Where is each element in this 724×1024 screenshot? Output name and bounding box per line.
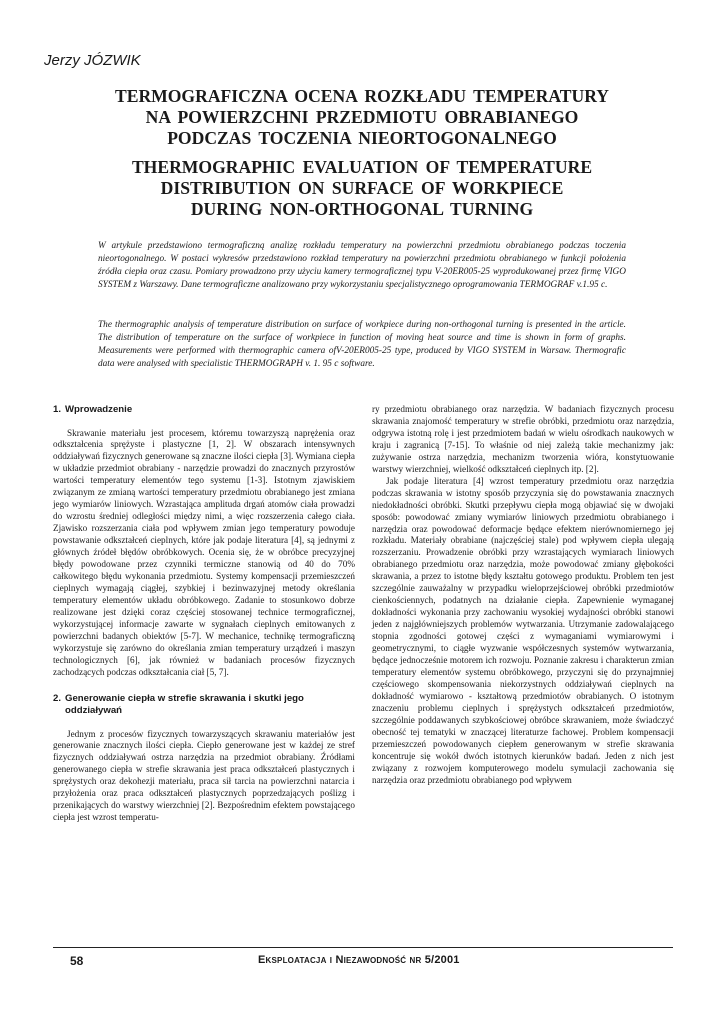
- title-en-line: DURING NON-ORTHOGONAL TURNING: [190, 199, 534, 219]
- right-column: [372, 404, 674, 787]
- title-polish: [70, 86, 654, 149]
- section-1-paragraph: Skrawanie materiału jest procesem, któremu towarzyszą naprężenia oraz odkształcenia sprężyste i plastyczne [1, 2]. W obszarach intensywnych oddziaływań fizycznych generowane są znaczne ilości ciepła [3]. Wymiana ciepła w układzie przedmiot obrabiany - narzędzie prowadzi do znacznych przyrostów wartości temperatury elementów tego systemu [1-3]. Istotnym zjawiskiem związanym ze zmianą wartości temperatury przedmiotu obrabianego jest zmiana jego wymiarów liniowych. Wzrastająca amplituda drgań atomów ciała prowadzi do wzrostu średniej odległości między nimi, a więc rozszerzenia całego ciała. Zjawisko rozszerzania ciała pod wpływem zmian jego temperatury powoduje powstawanie odkształceń cieplnych, które jak podaje literatura [4], są jednymi z głównych źródeł błędów obróbkowych. Ocenia się, że w obróbce precyzyjnej błędy powodowane przez czynniki termiczne stanowią od 40 do 70% całkowitego błędu wykonania przedmiotu. Systemy kompensacji przemieszczeń cieplnych wymagają ciągłej, szybkiej i bezinwazyjnej metody określania temperatury elementów układu obróbkowego. Zadanie to stosunkowo dobrze realizowane jest dzięki coraz częściej stosowanej technice termograficznej, wykorzystującej informacje zawarte w sygnałach cieplnych emitowanych z powierzchni badanych obiektów [5-7]. W mechanice, technikę termograficzną wykorzystuje się zarówno do określania zmian temperatury urządzeń i maszyn technologicznych [6], jak również w badaniach procesów fizycznych zachodzących podczas odkształcania ciał [5, 7].: [53, 427, 355, 677]
- section-2-title-line2: oddziaływań: [65, 705, 123, 717]
- title-english: [70, 157, 654, 220]
- continuation-paragraph: ry przedmiotu obrabianego oraz narzędzia. W badaniach fizycznych procesu skrawania znajomość temperatury w strefie obróbki, przedmiotu oraz narzędzia, odgrywa istotną rolę i jest przedmiotem badań w wielu ośrodkach naukowych w kraju i zagranicą [7-15]. To właśnie od niej zależą takie mechanizmy jak: zużywanie ostrza narzędzia, mechanizm tworzenia wióra, konstytuowanie warstwy wierzchniej, wielkość odkształceń cieplnych itp. [2].: [372, 404, 674, 474]
- title-pl-line: NA POWIERZCHNI PRZEDMIOTU OBRABIANEGO: [145, 107, 579, 127]
- section-1-number: 1.: [53, 404, 62, 415]
- title-pl-line: PODCZAS TOCZENIA NIEORTOGONALNEGO: [167, 128, 557, 148]
- section-1-heading: [53, 404, 355, 417]
- page-number: 58: [70, 954, 84, 968]
- right-paragraph: Jak podaje literatura [4] wzrost temperatury przedmiotu oraz narzędzia podczas skrawania w istotny sposób przyczynia się do powstawania znacznych niedokładności obróbki. Skutki przepływu ciepła mogą objawiać się w dwojaki sposób: powodować zmiany wymiarów liniowych przedmiotu obrabianego i narzędzia oraz powodować deformacje będące efektem nierównomiernego jej rozkładu. Materiały obrabiane (najczęściej stale) pod wpływem ciepła ulegają rozszerzaniu. Prowadzenie obróbki przy wzrastających wymiarach liniowych obrabianego przedmiotu oraz narzędzia, może powodować zmiany głębokości skrawania, a przez to istotne błędy kształtu gotowego produktu. Problem ten jest szczególnie zauważalny w przypadku wieloprzejściowej obróbki przedmiotów cienkościennych, podatnych na działanie ciepła. Zapewnienie wymaganej dokładności wykonania przy zachowaniu wysokiej wydajności obróbki stanowi jeden z najgłówniejszych problemów wytwarzania. Utrzymanie zadowalającego stopnia zgodności gotowej części z wymaganiami wymiarowymi i geometrycznymi, to ciągłe wyzwanie współczesnych systemów wytwarzania, będące jednocześnie motorem ich rozwoju. Poznanie zakresu i charakterun zmian temperatury elementów systemu obróbkowego, przyczyni się do przynajmniej częściowego skompensowania niekorzystnych oddziaływań cieplnych na dokładność wymiarowo - kształtową przedmiotów obrabianych. O istotnym znaczeniu problemu cieplnych i sprężystych odkształceń przedmiotów, szczególnie poddawanych szybkościowej obróbce skrawaniem, może świadczyć obecność tej tematyki w znaczącej literaturze fachowej. Problem kompensacji przemieszczeń powodowanych ciepłem generowanym w strefie skrawania koncentruje się wokół dwóch istotnych kierunków badań. Jeden z nich jest związany z rozwojem komputerowego modelu symulacji zachowania się narzędzia oraz przedmiotu obrabianego pod wpływem: [372, 475, 674, 785]
- footer-divider: [53, 947, 673, 948]
- title-en-line: DISTRIBUTION ON SURFACE OF WORKPIECE: [160, 178, 564, 198]
- section-2-title-line1: Generowanie ciepła w strefie skrawania i skutki jego: [65, 692, 304, 704]
- section-2-paragraph: Jednym z procesów fizycznych towarzyszących skrawaniu materiałów jest generowanie znacznych ilości ciepła. Ciepło generowane jest w każdej ze stref fizycznych oddziaływań ostrza narzędzia na przedmiot obrabiany. Źródłami generowanego ciepła w strefie skrawania jest praca odkształceń plastycznych i sprężystych oraz dekohezji materiału, praca sił tarcia na powierzchni natarcia i przyłożenia oraz praca odkształceń plastycznych poprzedzających poślizg i przenikających do warstwy wierzchniej [2]. Bezpośrednim efektem powstającego ciepła jest wzrost temperatu-: [53, 728, 355, 823]
- title-pl-line: TERMOGRAFICZNA OCENA ROZKŁADU TEMPERATURY: [114, 86, 610, 106]
- section-1-title: Wprowadzenie: [65, 404, 133, 415]
- section-2-heading: [53, 693, 355, 718]
- title-en-line: THERMOGRAPHIC EVALUATION OF TEMPERATURE: [131, 157, 593, 177]
- author-name: Jerzy JÓZWIK: [44, 52, 141, 69]
- abstract-english: The thermographic analysis of temperature distribution on surface of workpiece during non-orthogonal turning is presented in the article. The distribution of temperature on the surface of workpiece in function of moving heat source and time is shown in form of graphs. Measurements were performed with thermographic camera ofV-20ER005-25 type, produced by VIGO SYSTEM in Warsaw. Thermografic data were analysed with specialistic THERMOGRAPH v. 1. 95 c software.: [98, 320, 626, 369]
- section-2-number: 2.: [53, 692, 62, 704]
- abstract-polish: W artykule przedstawiono termograficzną analizę rozkładu temperatury na powierzchni przedmiotu obrabianego podczas toczenia nieortogonalnego. W postaci wykresów przedstawiono rozkład temperatury na powierzchni przedmiotu obrabianego w funkcji położenia źródła ciepła oraz czasu. Pomiary prowadzono przy użyciu kamery termograficznej typu V-20ER005-25 wyprodukowanej przez firmę VIGO SYSTEM z Warszawy. Dane termograficzne analizowano przy wykorzystaniu specjalistycznego oprogramowania TERMOGRAF v.1.95 c.: [98, 241, 626, 290]
- left-column: [53, 404, 355, 824]
- journal-name: Eksploatacja i Niezawodność nr 5/2001: [258, 954, 460, 966]
